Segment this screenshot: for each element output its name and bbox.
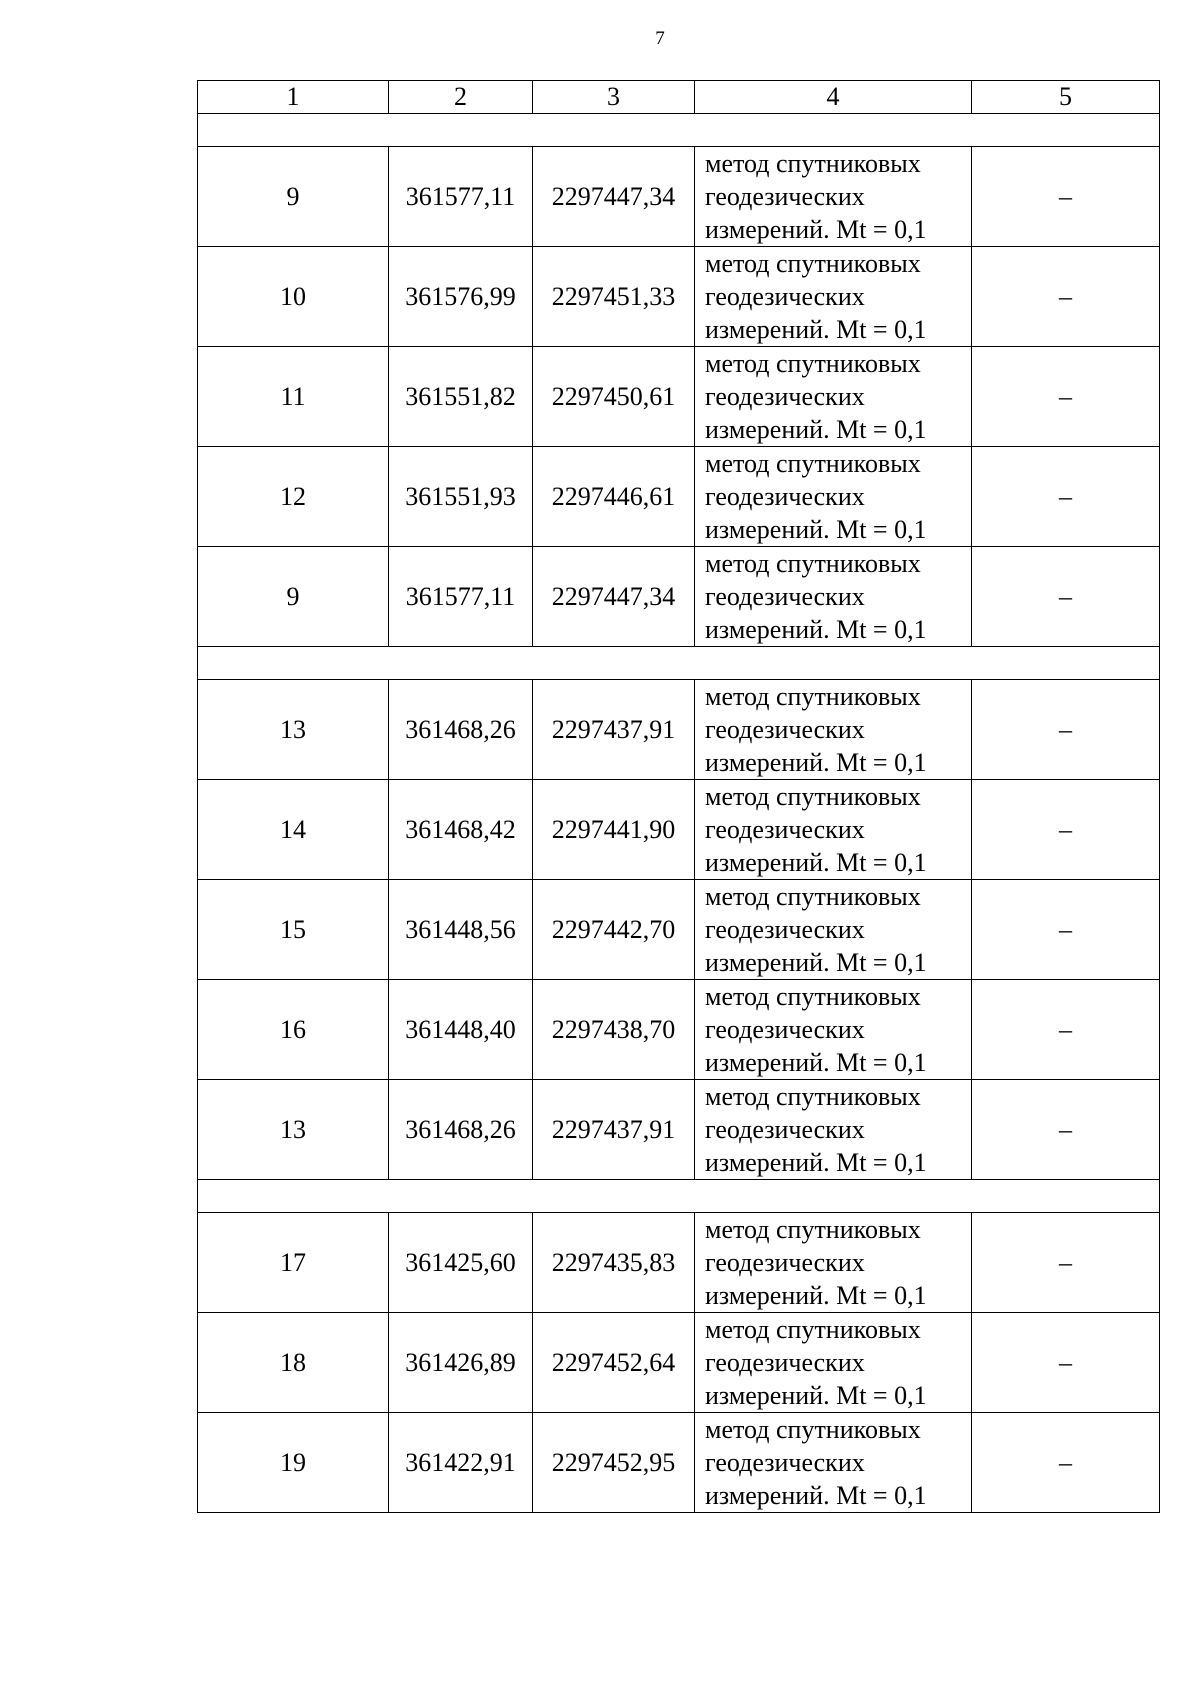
x-coordinate-cell: 361422,91 — [389, 1413, 533, 1513]
method-text-line: метод спутниковых — [705, 1415, 921, 1444]
method-text-line: метод спутниковых — [705, 782, 921, 811]
method-text-line: измерений. Mt = 0,1 — [705, 1481, 927, 1510]
y-coordinate-cell: 2297441,90 — [533, 780, 695, 880]
point-number-cell: 13 — [198, 680, 389, 780]
column-header-3: 3 — [533, 81, 695, 114]
description-cell: – — [972, 347, 1160, 447]
x-coordinate-cell: 361425,60 — [389, 1213, 533, 1313]
point-number-cell: 15 — [198, 880, 389, 980]
method-text-line: геодезических — [705, 1348, 865, 1377]
method-text-line: измерений. Mt = 0,1 — [705, 515, 927, 544]
method-cell — [695, 547, 972, 647]
y-coordinate-cell: 2297435,83 — [533, 1213, 695, 1313]
group-separator-cell — [198, 114, 1160, 147]
description-cell: – — [972, 1213, 1160, 1313]
method-text-line: геодезических — [705, 382, 865, 411]
table-row — [198, 347, 1160, 447]
x-coordinate-cell: 361468,26 — [389, 680, 533, 780]
column-header-5: 5 — [972, 81, 1160, 114]
x-coordinate-cell: 361426,89 — [389, 1313, 533, 1413]
method-text-line: измерений. Mt = 0,1 — [705, 1148, 927, 1177]
column-number-header-row — [198, 81, 1160, 114]
table-row — [198, 1213, 1160, 1313]
table-body — [198, 81, 1160, 1513]
method-cell — [695, 347, 972, 447]
description-cell: – — [972, 1080, 1160, 1180]
method-text-line: геодезических — [705, 915, 865, 944]
method-text-line: метод спутниковых — [705, 1082, 921, 1111]
y-coordinate-cell: 2297437,91 — [533, 680, 695, 780]
method-text-line: измерений. Mt = 0,1 — [705, 1048, 927, 1077]
method-cell — [695, 780, 972, 880]
method-cell — [695, 1413, 972, 1513]
x-coordinate-cell: 361551,82 — [389, 347, 533, 447]
y-coordinate-cell: 2297452,95 — [533, 1413, 695, 1513]
coordinates-table — [197, 80, 1160, 1513]
method-cell — [695, 447, 972, 547]
point-number-cell: 11 — [198, 347, 389, 447]
table-row — [198, 247, 1160, 347]
x-coordinate-cell: 361551,93 — [389, 447, 533, 547]
method-cell — [695, 880, 972, 980]
method-text-line: геодезических — [705, 582, 865, 611]
y-coordinate-cell: 2297438,70 — [533, 980, 695, 1080]
method-text-line: геодезических — [705, 1015, 865, 1044]
method-text-line: метод спутниковых — [705, 549, 921, 578]
x-coordinate-cell: 361577,11 — [389, 547, 533, 647]
method-text-line: измерений. Mt = 0,1 — [705, 315, 927, 344]
table-row — [198, 680, 1160, 780]
method-text-line: метод спутниковых — [705, 882, 921, 911]
method-text-line: измерений. Mt = 0,1 — [705, 615, 927, 644]
description-cell: – — [972, 680, 1160, 780]
method-text-line: метод спутниковых — [705, 449, 921, 478]
column-header-2: 2 — [389, 81, 533, 114]
point-number-cell: 13 — [198, 1080, 389, 1180]
x-coordinate-cell: 361576,99 — [389, 247, 533, 347]
x-coordinate-cell: 361468,26 — [389, 1080, 533, 1180]
point-number-cell: 18 — [198, 1313, 389, 1413]
method-text-line: метод спутниковых — [705, 682, 921, 711]
description-cell: – — [972, 547, 1160, 647]
table-row — [198, 447, 1160, 547]
y-coordinate-cell: 2297451,33 — [533, 247, 695, 347]
method-text-line: измерений. Mt = 0,1 — [705, 748, 927, 777]
method-text-line: геодезических — [705, 715, 865, 744]
table-row — [198, 980, 1160, 1080]
method-text-line: измерений. Mt = 0,1 — [705, 848, 927, 877]
method-text-line: измерений. Mt = 0,1 — [705, 415, 927, 444]
table-row — [198, 880, 1160, 980]
x-coordinate-cell: 361448,40 — [389, 980, 533, 1080]
column-header-4: 4 — [695, 81, 972, 114]
description-cell: – — [972, 447, 1160, 547]
description-cell: – — [972, 880, 1160, 980]
method-text-line: метод спутниковых — [705, 1315, 921, 1344]
description-cell: – — [972, 1413, 1160, 1513]
point-number-cell: 12 — [198, 447, 389, 547]
method-text-line: измерений. Mt = 0,1 — [705, 1381, 927, 1410]
table-row — [198, 1080, 1160, 1180]
table-row — [198, 1413, 1160, 1513]
table-row — [198, 147, 1160, 247]
x-coordinate-cell: 361448,56 — [389, 880, 533, 980]
group-separator-cell — [198, 647, 1160, 680]
y-coordinate-cell: 2297437,91 — [533, 1080, 695, 1180]
y-coordinate-cell: 2297450,61 — [533, 347, 695, 447]
method-text-line: геодезических — [705, 815, 865, 844]
description-cell: – — [972, 147, 1160, 247]
method-cell — [695, 1213, 972, 1313]
y-coordinate-cell: 2297452,64 — [533, 1313, 695, 1413]
method-text-line: метод спутниковых — [705, 982, 921, 1011]
method-text-line: метод спутниковых — [705, 149, 921, 178]
method-text-line: геодезических — [705, 1448, 865, 1477]
method-cell — [695, 247, 972, 347]
x-coordinate-cell: 361468,42 — [389, 780, 533, 880]
description-cell: – — [972, 1313, 1160, 1413]
point-number-cell: 9 — [198, 547, 389, 647]
method-cell — [695, 980, 972, 1080]
method-text-line: метод спутниковых — [705, 1215, 921, 1244]
x-coordinate-cell: 361577,11 — [389, 147, 533, 247]
method-text-line: метод спутниковых — [705, 349, 921, 378]
point-number-cell: 17 — [198, 1213, 389, 1313]
method-cell — [695, 680, 972, 780]
y-coordinate-cell: 2297446,61 — [533, 447, 695, 547]
group-separator-row — [198, 114, 1160, 147]
y-coordinate-cell: 2297447,34 — [533, 147, 695, 247]
group-separator-row — [198, 1180, 1160, 1213]
method-cell — [695, 1313, 972, 1413]
y-coordinate-cell: 2297442,70 — [533, 880, 695, 980]
point-number-cell: 14 — [198, 780, 389, 880]
table-row — [198, 1313, 1160, 1413]
method-text-line: геодезических — [705, 482, 865, 511]
method-text-line: измерений. Mt = 0,1 — [705, 1281, 927, 1310]
column-header-1: 1 — [198, 81, 389, 114]
method-text-line: геодезических — [705, 1248, 865, 1277]
method-text-line: метод спутниковых — [705, 249, 921, 278]
group-separator-cell — [198, 1180, 1160, 1213]
point-number-cell: 19 — [198, 1413, 389, 1513]
method-text-line: геодезических — [705, 182, 865, 211]
group-separator-row — [198, 647, 1160, 680]
description-cell: – — [972, 780, 1160, 880]
method-cell — [695, 147, 972, 247]
method-text-line: геодезических — [705, 1115, 865, 1144]
table-row — [198, 780, 1160, 880]
y-coordinate-cell: 2297447,34 — [533, 547, 695, 647]
method-cell — [695, 1080, 972, 1180]
description-cell: – — [972, 980, 1160, 1080]
method-text-line: геодезических — [705, 282, 865, 311]
table-row — [198, 547, 1160, 647]
point-number-cell: 10 — [198, 247, 389, 347]
description-cell: – — [972, 247, 1160, 347]
page-number: 7 — [655, 28, 665, 49]
point-number-cell: 9 — [198, 147, 389, 247]
method-text-line: измерений. Mt = 0,1 — [705, 948, 927, 977]
method-text-line: измерений. Mt = 0,1 — [705, 215, 927, 244]
point-number-cell: 16 — [198, 980, 389, 1080]
